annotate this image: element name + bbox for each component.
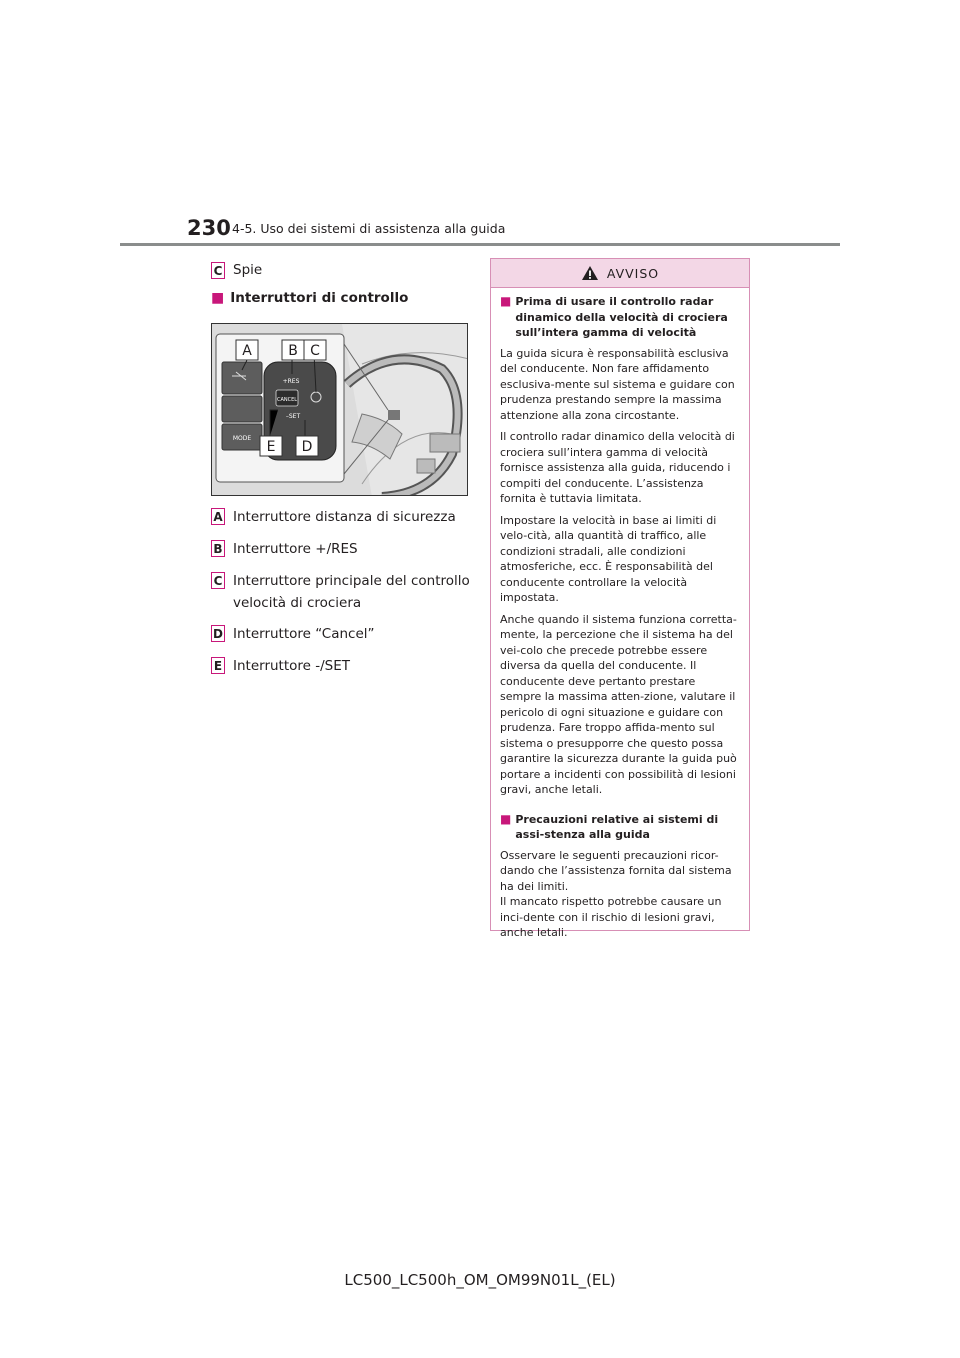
mode-button-label: MODE (232, 435, 252, 442)
warning-body (491, 288, 749, 941)
set-button-label: –SET (285, 413, 301, 420)
warning-title: AVVISO (606, 265, 660, 281)
badge-c-top: C (211, 262, 225, 279)
badge-b: B (211, 540, 225, 557)
subheading-control-switches (211, 290, 408, 306)
square-bullet-icon: ■ (500, 294, 512, 308)
warning-paragraph-4: Anche quando il sistema funziona corretta-mente, la percezione che il sistema ha del vei-colo che precede potrebbe essere diversa da quella del conducente. Il conducente deve pertanto prestare sempre la massima atten-zione, valutare il pericolo di ogni situazione e guidare con prudenza. Fare troppo affida-mento sul sistema o presupporre che questo possa garantire la sicurezza durante la guida può portare a incidenti con possibilità di lesioni gravi, anche letali. (500, 612, 737, 796)
manual-code: LC500_LC500h_OM_OM99N01L_(EL) (344, 1271, 616, 1289)
warning-box (490, 258, 750, 939)
item-res-switch: Interruttore +/RES (233, 541, 358, 557)
steering-switches-illustration (212, 324, 468, 496)
section-title: 4-5. Uso dei sistemi di assistenza alla guida (232, 221, 506, 236)
figure-label-d: D (301, 439, 313, 455)
badge-c: C (211, 572, 225, 589)
figure-label-a: A (242, 343, 252, 359)
warning-subheading-2 (500, 812, 740, 843)
badge-a: A (211, 508, 225, 525)
badge-d: D (211, 625, 225, 642)
header-rule (120, 243, 840, 246)
figure-label-e: E (266, 439, 276, 455)
item-cancel-switch: Interruttore “Cancel” (233, 626, 375, 642)
warning-paragraph-1: La guida sicura è responsabilità esclusiva del conducente. Non fare affidamento esclusiva-mente sul sistema e guidare con prudenza prestando sempre la massima attenzione alla zona circostante. (500, 346, 735, 422)
warning-subheading-1-text: Prima di usare il controllo radar dinamico della velocità di crociera sull’intera gamma di velocità (515, 295, 728, 339)
item-set-switch: Interruttore -/SET (233, 658, 351, 674)
warning-header (491, 259, 749, 288)
square-bullet-icon: ■ (211, 290, 225, 306)
warning-paragraph-2: Il controllo radar dinamico della velocità di crociera sull’intera gamma di velocità fornisce assistenza alla guida, riducendo i compiti del conducente. L’assistenza fornita è tuttavia limitata. (500, 430, 735, 505)
item-main-switch-line1: Interruttore principale del controllo (233, 573, 470, 589)
item-spie: Spie (233, 262, 263, 278)
cancel-button-label: CANCEL (276, 397, 298, 403)
item-distance-switch: Interruttore distanza di sicurezza (233, 509, 456, 525)
figure-label-b: B (288, 343, 298, 359)
subheading-text: Interruttori di controllo (230, 290, 409, 306)
square-bullet-icon: ■ (500, 811, 512, 826)
warning-subheading-1 (500, 294, 740, 341)
warning-paragraph-5: Osservare le seguenti precauzioni ricor-dando che l’assistenza fornita dal sistema ha dei limiti. Il mancato rispetto potrebbe causare un inci-dente con il rischio di lesioni gravi, anche letali. (500, 848, 732, 939)
warning-paragraph-3: Impostare la velocità in base ai limiti di velo-cità, alla quantità di traffico, alle condizioni stradali, alle condizioni atmosferiche, ecc. È responsabilità del conducente controllare la velocità impostata. (500, 513, 717, 604)
steering-switches-figure (211, 323, 468, 496)
badge-e: E (211, 657, 225, 674)
figure-label-c: C (310, 343, 320, 359)
warning-subheading-2-text: Precauzioni relative ai sistemi di assi-stenza alla guida (515, 812, 719, 841)
item-main-switch-line2: velocità di crociera (233, 595, 362, 611)
page-number: 230 (187, 216, 231, 240)
warning-triangle-icon (581, 265, 599, 281)
res-button-label: +RES (282, 378, 300, 385)
